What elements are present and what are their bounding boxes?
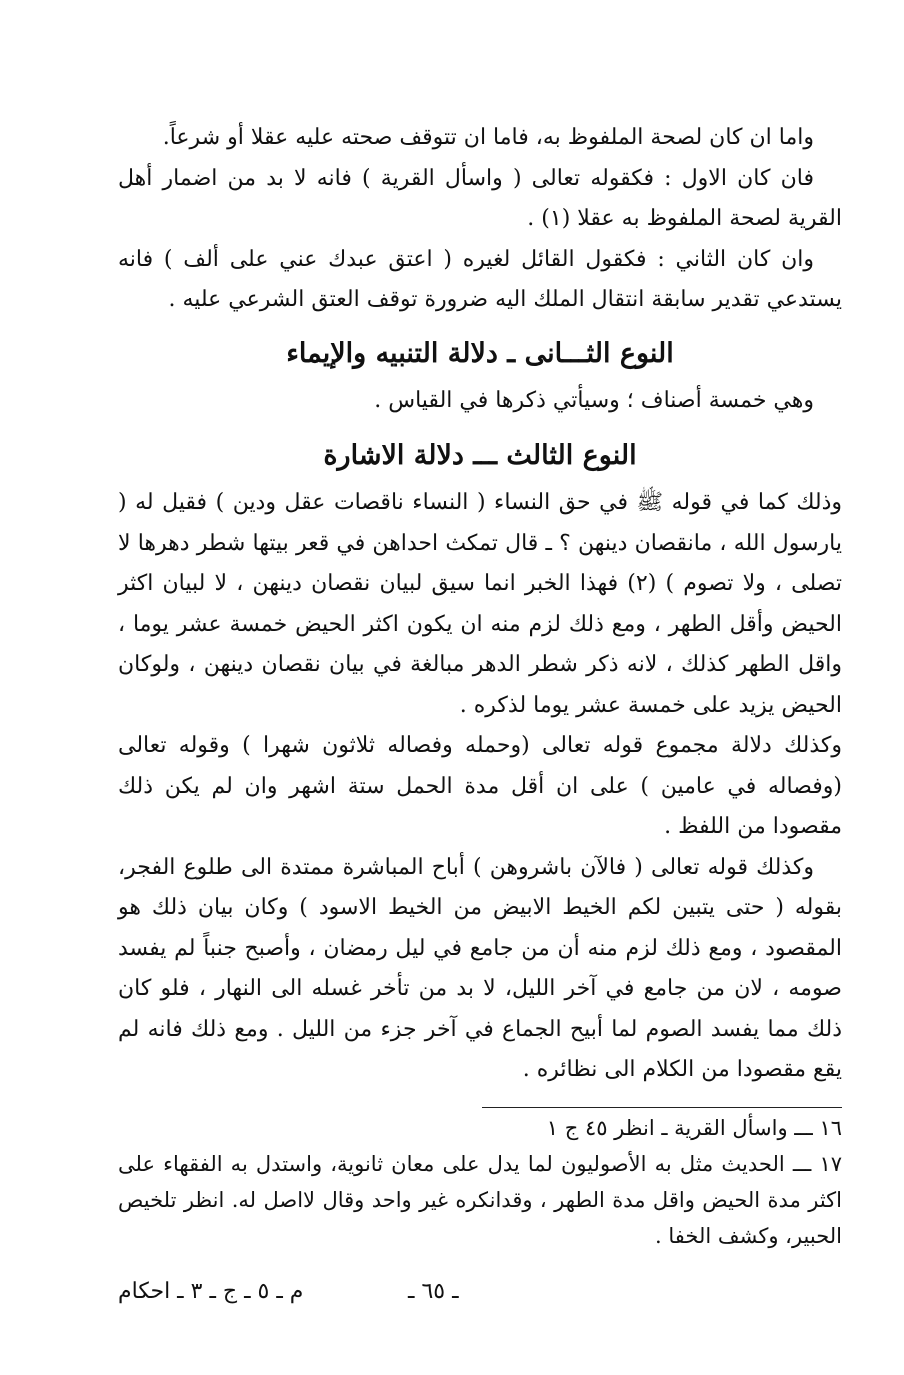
paragraph: وهي خمسة أصناف ؛ وسيأتي ذكرها في القياس .	[374, 387, 814, 413]
section-heading-third-type: النوع الثالث ـــ دلالة الاشارة	[323, 440, 637, 471]
footnote: ١٧ ـــ الحديث مثل به الأصوليون لما يدل على معان ثانوية، واستدل به الفقهاء على اكثر مدة الحيض واقل مدة الطهر ، وقدانكره غير واحد وقال لااصل له. انظر تلخيص الحبير، وكشف الخفا .	[118, 1151, 842, 1248]
page-number: ـ ٦٥ ـ	[408, 1279, 459, 1304]
paragraph: وان كان الثاني : فكقول القائل لغيره ( اعتق عبدك عني على ألف ) فانه يستدعي تقدير سابقة انتقال الملك اليه ضرورة توقف العتق الشرعي عليه .	[118, 246, 842, 312]
paragraph: وكذلك دلالة مجموع قوله تعالى (وحمله وفصاله ثلاثون شهرا ) وقوله تعالى (وفصاله في عامين ) على ان أقل مدة الحمل ستة اشهر وان لم يكن ذلك مقصودا من اللفظ .	[118, 733, 842, 839]
paragraph: فان كان الاول : فكقوله تعالى ( واسأل القرية ) فانه لا بد من اضمار أهل القرية لصحة الملفوظ به عقلا (١) .	[118, 165, 842, 231]
paragraph: وكذلك قوله تعالى ( فالآن باشروهن ) أباح المباشرة ممتدة الى طلوع الفجر، بقوله ( حتى يتبين لكم الخيط الابيض من الخيط الاسود ) وكان بيان ذلك هو المقصود ، ومع ذلك لزم منه أن من جامع في ليل رمضان ، وأصبح جنباً لم يفسد صومه ، لان من جامع في آخر الليل، لا بد من تأخر غسله الى النهار ، فلو كان ذلك مما يفسد الصوم لما أبيح الجماع في آخر جزء من الليل . ومع ذلك فانه لم يقع مقصودا من الكلام الى نظائره .	[118, 854, 842, 1082]
paragraph: واما ان كان لصحة الملفوظ به، فاما ان تتوقف صحته عليه عقلا أو شرعاً.	[162, 125, 814, 150]
footnote: ١٦ ـــ واسأل القرية ـ انظر ٤٥ ج ١	[546, 1115, 842, 1140]
section-heading-second-type: النوع الثـــانى ـ دلالة التنبيه والإيماء	[286, 337, 674, 369]
printer-signature: م ـ ٥ ـ ج ـ ٣ ـ احكام	[118, 1279, 304, 1304]
paragraph: وذلك كما في قوله ﷺ في حق النساء ( النساء ناقصات عقل ودين ) فقيل له ( يارسول الله ، مانقصان دينهن ؟ ـ قال تمكث احداهن في قعر بيتها شطر دهرها لا تصلى ، ولا تصوم ) (٢) فهذا الخبر انما سيق لبيان نقصان دينهن ، لا لبيان اكثر الحيض وأقل الطهر ، ومع ذلك لزم منه ان يكون اكثر الحيض خمسة عشر يوما ، واقل الطهر كذلك ، لانه ذكر شطر الدهر مبالغة في بيان نقصان دينهن ، ولوكان الحيض يزيد على خمسة عشر يوما لذكره .	[118, 490, 842, 718]
